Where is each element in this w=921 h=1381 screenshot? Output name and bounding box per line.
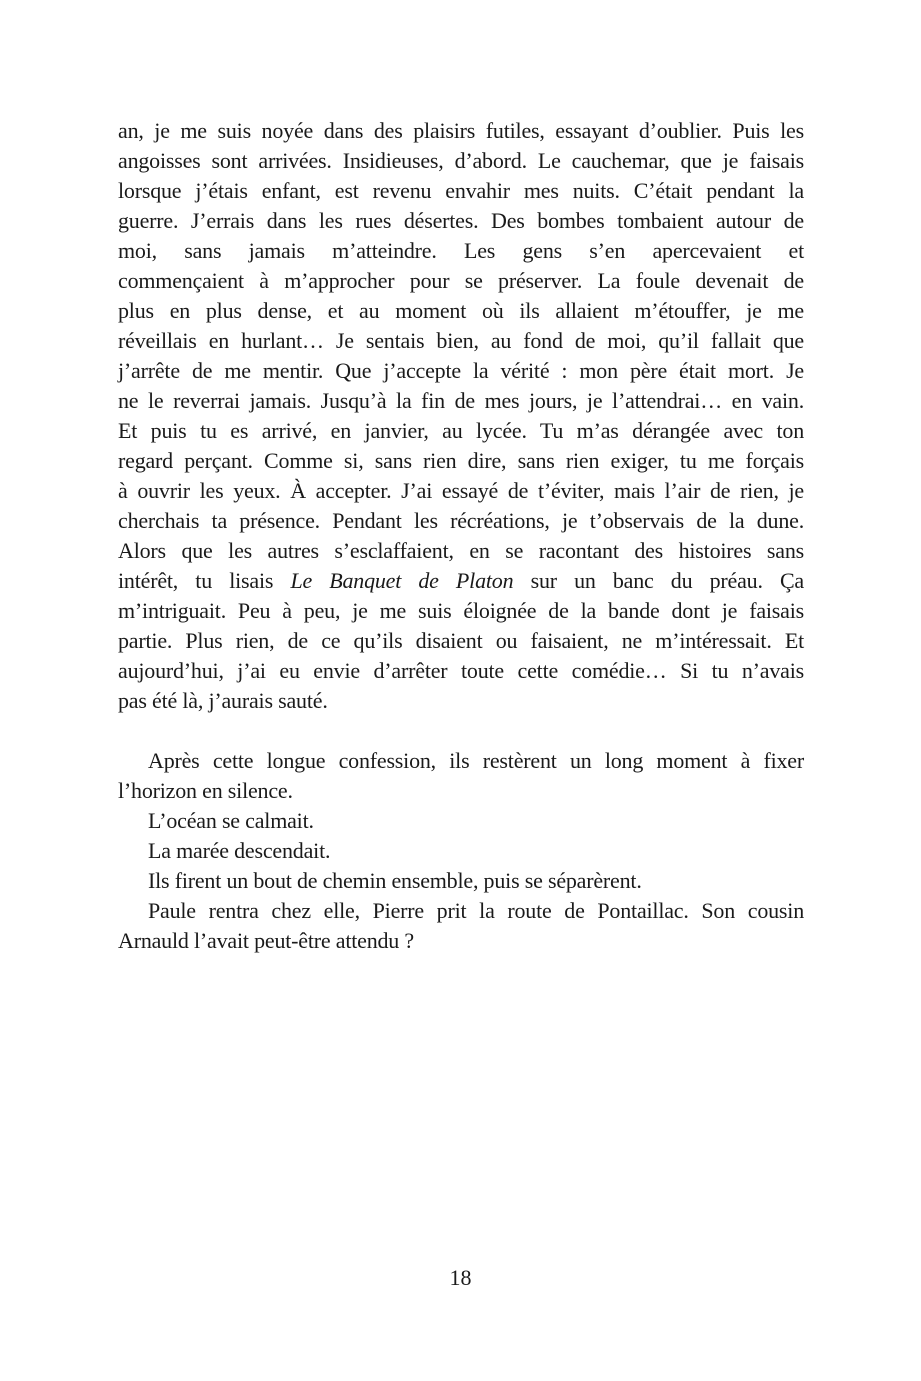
text-line: réveillais en hurlant… Je sentais bien, au fond de moi, qu’il fallait que [118, 328, 804, 353]
text-line: Alors que les autres s’esclaffaient, en se racontant des histoires sans [118, 538, 804, 563]
text-line-with-title [118, 566, 804, 596]
paragraph-tide: La marée descendait. [148, 838, 331, 863]
paragraph-after-confession [118, 746, 804, 806]
text-line: commençaient à m’approcher pour se préserver. La foule devenait de [118, 268, 804, 293]
text-line: ne le reverrai jamais. Jusqu’à la fin de mes jours, je l’attendrai… en vain. [118, 388, 804, 413]
paragraph-confession [118, 116, 804, 716]
book-page-text [118, 116, 804, 956]
book-title: Le Banquet de Platon [290, 568, 514, 593]
text-line: Paule rentra chez elle, Pierre prit la route de Pontaillac. Son cousin [148, 898, 804, 923]
text-line: pas été là, j’aurais sauté. [118, 688, 328, 713]
paragraph-spacer [118, 716, 804, 746]
text-line: l’horizon en silence. [118, 778, 293, 803]
page-number: 18 [449, 1265, 472, 1290]
paragraph-return-home [118, 896, 804, 956]
text-line: Après cette longue confession, ils restèrent un long moment à fixer [148, 748, 804, 773]
text-line: guerre. J’errais dans les rues désertes. Des bombes tombaient autour de [118, 208, 804, 233]
text-line: moi, sans jamais m’atteindre. Les gens s’en apercevaient et [118, 238, 804, 263]
text-line: m’intriguait. Peu à peu, je me suis éloignée de la bande dont je faisais [118, 598, 804, 623]
text-line: regard perçant. Comme si, sans rien dire, sans rien exiger, tu me forçais [118, 448, 804, 473]
text-line: j’arrête de me mentir. Que j’accepte la vérité : mon père était mort. Je [118, 358, 804, 383]
paragraph-ocean: L’océan se calmait. [148, 808, 314, 833]
text-line: plus en plus dense, et au moment où ils allaient m’étouffer, je me [118, 298, 804, 323]
text-line: partie. Plus rien, de ce qu’ils disaient ou faisaient, ne m’intéressait. Et [118, 628, 804, 653]
text-line: à ouvrir les yeux. À accepter. J’ai essayé de t’éviter, mais l’air de rien, je [118, 478, 804, 503]
text-fragment: sur un banc du préau. Ça [513, 568, 805, 593]
text-line: lorsque j’étais enfant, est revenu envahir mes nuits. C’était pendant la [118, 178, 804, 203]
text-line: an, je me suis noyée dans des plaisirs futiles, essayant d’oublier. Puis les [118, 118, 804, 143]
text-line: Arnauld l’avait peut-être attendu ? [118, 928, 414, 953]
text-fragment: intérêt, tu lisais [118, 568, 291, 593]
text-line: Et puis tu es arrivé, en janvier, au lycée. Tu m’as dérangée avec ton [118, 418, 804, 443]
paragraph-separation: Ils firent un bout de chemin ensemble, puis se séparèrent. [148, 868, 642, 893]
text-line: cherchais ta présence. Pendant les récréations, je t’observais de la dune. [118, 508, 804, 533]
text-line: aujourd’hui, j’ai eu envie d’arrêter toute cette comédie… Si tu n’avais [118, 658, 804, 683]
text-line: angoisses sont arrivées. Insidieuses, d’abord. Le cauchemar, que je faisais [118, 148, 804, 173]
